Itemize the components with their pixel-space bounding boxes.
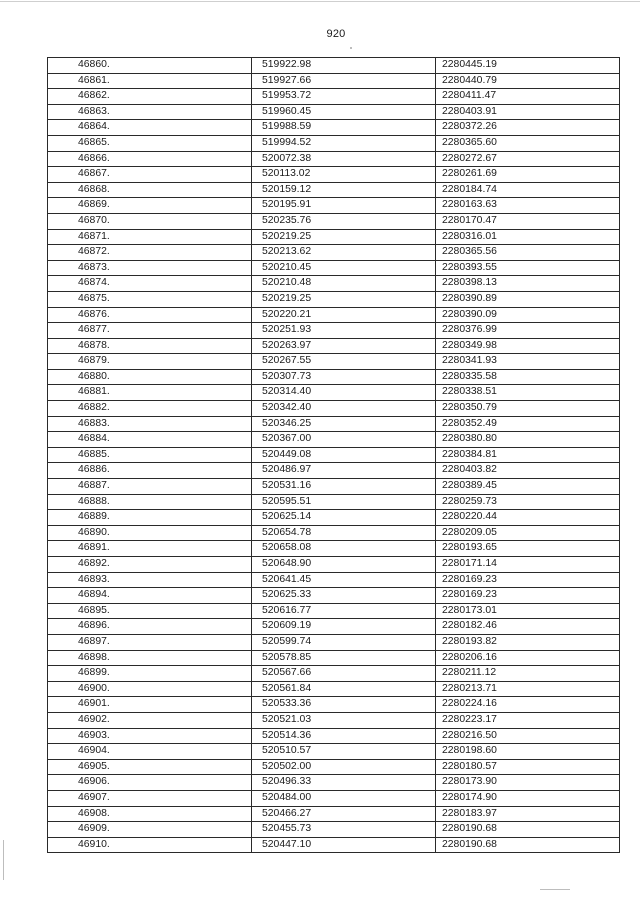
x-coordinate-cell: 520521.03 [252, 712, 436, 728]
x-coordinate-cell: 520267.55 [252, 354, 436, 370]
y-coordinate-cell: 2280209.05 [436, 525, 620, 541]
point-number-cell: 46899. [48, 666, 252, 682]
point-number-cell: 46866. [48, 151, 252, 167]
y-coordinate-cell: 2280349.98 [436, 338, 620, 354]
table-row [48, 479, 620, 495]
coordinates-table-body [48, 58, 620, 853]
point-number-cell: 46861. [48, 73, 252, 89]
x-coordinate-cell: 520220.21 [252, 307, 436, 323]
table-row [48, 135, 620, 151]
scan-speck [3, 840, 4, 880]
y-coordinate-cell: 2280341.93 [436, 354, 620, 370]
point-number-cell: 46903. [48, 728, 252, 744]
y-coordinate-cell: 2280169.23 [436, 588, 620, 604]
scan-top-edge [0, 1, 640, 2]
x-coordinate-cell: 520502.00 [252, 759, 436, 775]
table-row [48, 666, 620, 682]
y-coordinate-cell: 2280193.65 [436, 541, 620, 557]
x-coordinate-cell: 520263.97 [252, 338, 436, 354]
point-number-cell: 46865. [48, 135, 252, 151]
point-number-cell: 46862. [48, 89, 252, 105]
x-coordinate-cell: 519960.45 [252, 104, 436, 120]
coordinates-table [47, 57, 620, 853]
point-number-cell: 46909. [48, 822, 252, 838]
table-row [48, 744, 620, 760]
y-coordinate-cell: 2280220.44 [436, 510, 620, 526]
table-row [48, 510, 620, 526]
x-coordinate-cell: 520567.66 [252, 666, 436, 682]
point-number-cell: 46864. [48, 120, 252, 136]
table-row [48, 557, 620, 573]
table-row [48, 73, 620, 89]
x-coordinate-cell: 520113.02 [252, 167, 436, 183]
x-coordinate-cell: 520346.25 [252, 416, 436, 432]
point-number-cell: 46871. [48, 229, 252, 245]
y-coordinate-cell: 2280365.56 [436, 245, 620, 261]
point-number-cell: 46878. [48, 338, 252, 354]
y-coordinate-cell: 2280350.79 [436, 401, 620, 417]
table-row [48, 681, 620, 697]
x-coordinate-cell: 520159.12 [252, 182, 436, 198]
x-coordinate-cell: 519953.72 [252, 89, 436, 105]
table-row [48, 291, 620, 307]
point-number-cell: 46868. [48, 182, 252, 198]
y-coordinate-cell: 2280190.68 [436, 822, 620, 838]
y-coordinate-cell: 2280335.58 [436, 369, 620, 385]
page-number: 920 [326, 28, 346, 40]
table-row [48, 822, 620, 838]
table-row [48, 338, 620, 354]
point-number-cell: 46905. [48, 759, 252, 775]
x-coordinate-cell: 520531.16 [252, 479, 436, 495]
table-row [48, 182, 620, 198]
point-number-cell: 46902. [48, 712, 252, 728]
y-coordinate-cell: 2280198.60 [436, 744, 620, 760]
x-coordinate-cell: 520599.74 [252, 634, 436, 650]
x-coordinate-cell: 520447.10 [252, 837, 436, 853]
scan-speck [350, 47, 352, 49]
x-coordinate-cell: 520510.57 [252, 744, 436, 760]
x-coordinate-cell: 520210.45 [252, 260, 436, 276]
table-row [48, 213, 620, 229]
x-coordinate-cell: 520235.76 [252, 213, 436, 229]
x-coordinate-cell: 519994.52 [252, 135, 436, 151]
x-coordinate-cell: 520578.85 [252, 650, 436, 666]
table-row [48, 167, 620, 183]
point-number-cell: 46904. [48, 744, 252, 760]
point-number-cell: 46881. [48, 385, 252, 401]
table-row [48, 432, 620, 448]
table-row [48, 712, 620, 728]
point-number-cell: 46860. [48, 58, 252, 74]
x-coordinate-cell: 520219.25 [252, 291, 436, 307]
x-coordinate-cell: 520625.33 [252, 588, 436, 604]
y-coordinate-cell: 2280213.71 [436, 681, 620, 697]
x-coordinate-cell: 520496.33 [252, 775, 436, 791]
table-row [48, 603, 620, 619]
y-coordinate-cell: 2280182.46 [436, 619, 620, 635]
table-row [48, 634, 620, 650]
x-coordinate-cell: 520641.45 [252, 572, 436, 588]
x-coordinate-cell: 520616.77 [252, 603, 436, 619]
x-coordinate-cell: 519988.59 [252, 120, 436, 136]
x-coordinate-cell: 520449.08 [252, 447, 436, 463]
x-coordinate-cell: 519922.98 [252, 58, 436, 74]
table-row [48, 619, 620, 635]
x-coordinate-cell: 520595.51 [252, 494, 436, 510]
x-coordinate-cell: 520251.93 [252, 323, 436, 339]
table-row [48, 525, 620, 541]
y-coordinate-cell: 2280183.97 [436, 806, 620, 822]
point-number-cell: 46870. [48, 213, 252, 229]
y-coordinate-cell: 2280261.69 [436, 167, 620, 183]
scan-speck [540, 889, 570, 890]
y-coordinate-cell: 2280393.55 [436, 260, 620, 276]
point-number-cell: 46885. [48, 447, 252, 463]
y-coordinate-cell: 2280403.82 [436, 463, 620, 479]
table-row [48, 790, 620, 806]
table-row [48, 120, 620, 136]
point-number-cell: 46894. [48, 588, 252, 604]
x-coordinate-cell: 520658.08 [252, 541, 436, 557]
table-row [48, 104, 620, 120]
table-row [48, 806, 620, 822]
table-row [48, 260, 620, 276]
point-number-cell: 46877. [48, 323, 252, 339]
table-row [48, 775, 620, 791]
point-number-cell: 46882. [48, 401, 252, 417]
y-coordinate-cell: 2280440.79 [436, 73, 620, 89]
table-row [48, 89, 620, 105]
x-coordinate-cell: 520609.19 [252, 619, 436, 635]
y-coordinate-cell: 2280352.49 [436, 416, 620, 432]
table-row [48, 229, 620, 245]
point-number-cell: 46888. [48, 494, 252, 510]
point-number-cell: 46874. [48, 276, 252, 292]
point-number-cell: 46863. [48, 104, 252, 120]
y-coordinate-cell: 2280184.74 [436, 182, 620, 198]
point-number-cell: 46891. [48, 541, 252, 557]
x-coordinate-cell: 519927.66 [252, 73, 436, 89]
point-number-cell: 46900. [48, 681, 252, 697]
y-coordinate-cell: 2280338.51 [436, 385, 620, 401]
point-number-cell: 46880. [48, 369, 252, 385]
y-coordinate-cell: 2280211.12 [436, 666, 620, 682]
y-coordinate-cell: 2280169.23 [436, 572, 620, 588]
point-number-cell: 46892. [48, 557, 252, 573]
x-coordinate-cell: 520654.78 [252, 525, 436, 541]
y-coordinate-cell: 2280403.91 [436, 104, 620, 120]
point-number-cell: 46898. [48, 650, 252, 666]
table-row [48, 650, 620, 666]
y-coordinate-cell: 2280445.19 [436, 58, 620, 74]
y-coordinate-cell: 2280384.81 [436, 447, 620, 463]
y-coordinate-cell: 2280206.16 [436, 650, 620, 666]
y-coordinate-cell: 2280170.47 [436, 213, 620, 229]
y-coordinate-cell: 2280190.68 [436, 837, 620, 853]
y-coordinate-cell: 2280174.90 [436, 790, 620, 806]
table-row [48, 541, 620, 557]
y-coordinate-cell: 2280259.73 [436, 494, 620, 510]
x-coordinate-cell: 520367.00 [252, 432, 436, 448]
point-number-cell: 46873. [48, 260, 252, 276]
x-coordinate-cell: 520514.36 [252, 728, 436, 744]
table-row [48, 588, 620, 604]
point-number-cell: 46896. [48, 619, 252, 635]
y-coordinate-cell: 2280372.26 [436, 120, 620, 136]
y-coordinate-cell: 2280163.63 [436, 198, 620, 214]
table-row [48, 463, 620, 479]
y-coordinate-cell: 2280173.90 [436, 775, 620, 791]
point-number-cell: 46897. [48, 634, 252, 650]
table-row [48, 728, 620, 744]
point-number-cell: 46869. [48, 198, 252, 214]
point-number-cell: 46887. [48, 479, 252, 495]
table-row [48, 385, 620, 401]
x-coordinate-cell: 520648.90 [252, 557, 436, 573]
y-coordinate-cell: 2280223.17 [436, 712, 620, 728]
x-coordinate-cell: 520210.48 [252, 276, 436, 292]
table-row [48, 759, 620, 775]
table-row [48, 369, 620, 385]
x-coordinate-cell: 520219.25 [252, 229, 436, 245]
point-number-cell: 46867. [48, 167, 252, 183]
y-coordinate-cell: 2280376.99 [436, 323, 620, 339]
y-coordinate-cell: 2280272.67 [436, 151, 620, 167]
x-coordinate-cell: 520342.40 [252, 401, 436, 417]
table-row [48, 245, 620, 261]
x-coordinate-cell: 520466.27 [252, 806, 436, 822]
point-number-cell: 46884. [48, 432, 252, 448]
y-coordinate-cell: 2280316.01 [436, 229, 620, 245]
point-number-cell: 46893. [48, 572, 252, 588]
x-coordinate-cell: 520195.91 [252, 198, 436, 214]
table-row [48, 837, 620, 853]
point-number-cell: 46895. [48, 603, 252, 619]
table-row [48, 447, 620, 463]
y-coordinate-cell: 2280173.01 [436, 603, 620, 619]
point-number-cell: 46907. [48, 790, 252, 806]
point-number-cell: 46890. [48, 525, 252, 541]
point-number-cell: 46875. [48, 291, 252, 307]
point-number-cell: 46876. [48, 307, 252, 323]
y-coordinate-cell: 2280193.82 [436, 634, 620, 650]
x-coordinate-cell: 520561.84 [252, 681, 436, 697]
y-coordinate-cell: 2280216.50 [436, 728, 620, 744]
y-coordinate-cell: 2280411.47 [436, 89, 620, 105]
point-number-cell: 46883. [48, 416, 252, 432]
x-coordinate-cell: 520625.14 [252, 510, 436, 526]
table-row [48, 151, 620, 167]
point-number-cell: 46872. [48, 245, 252, 261]
table-row [48, 354, 620, 370]
table-row [48, 697, 620, 713]
y-coordinate-cell: 2280365.60 [436, 135, 620, 151]
table-row [48, 276, 620, 292]
table-row [48, 416, 620, 432]
x-coordinate-cell: 520484.00 [252, 790, 436, 806]
point-number-cell: 46906. [48, 775, 252, 791]
table-row [48, 307, 620, 323]
point-number-cell: 46879. [48, 354, 252, 370]
table-row [48, 58, 620, 74]
y-coordinate-cell: 2280390.89 [436, 291, 620, 307]
point-number-cell: 46889. [48, 510, 252, 526]
y-coordinate-cell: 2280380.80 [436, 432, 620, 448]
y-coordinate-cell: 2280398.13 [436, 276, 620, 292]
table-row [48, 401, 620, 417]
y-coordinate-cell: 2280224.16 [436, 697, 620, 713]
table-row [48, 323, 620, 339]
table-row [48, 198, 620, 214]
y-coordinate-cell: 2280390.09 [436, 307, 620, 323]
point-number-cell: 46910. [48, 837, 252, 853]
x-coordinate-cell: 520213.62 [252, 245, 436, 261]
point-number-cell: 46901. [48, 697, 252, 713]
point-number-cell: 46886. [48, 463, 252, 479]
x-coordinate-cell: 520072.38 [252, 151, 436, 167]
y-coordinate-cell: 2280389.45 [436, 479, 620, 495]
x-coordinate-cell: 520486.97 [252, 463, 436, 479]
table-row [48, 494, 620, 510]
x-coordinate-cell: 520533.36 [252, 697, 436, 713]
x-coordinate-cell: 520455.73 [252, 822, 436, 838]
x-coordinate-cell: 520314.40 [252, 385, 436, 401]
x-coordinate-cell: 520307.73 [252, 369, 436, 385]
table-row [48, 572, 620, 588]
point-number-cell: 46908. [48, 806, 252, 822]
y-coordinate-cell: 2280171.14 [436, 557, 620, 573]
y-coordinate-cell: 2280180.57 [436, 759, 620, 775]
